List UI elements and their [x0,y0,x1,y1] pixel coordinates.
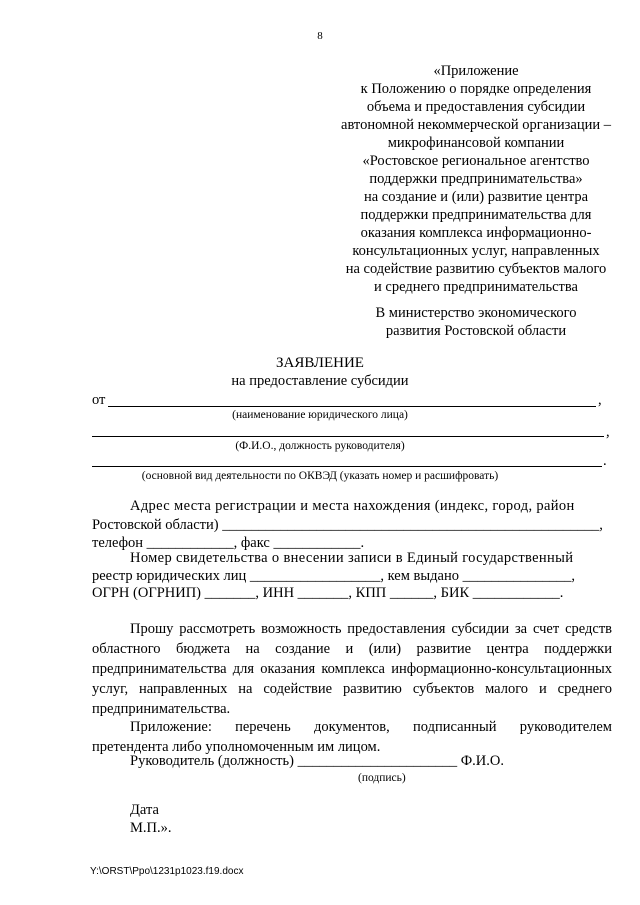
appendix-line: оказания комплекса информационно- [360,225,592,241]
request-paragraph: Прошу рассмотреть возможность предоставления субсидии за счет средств областного бюджета на создание и (или) развитие центра поддержки предпринимательства для оказания комплекса информационно-консультационных услуг, направленных на содействие развитию субъектов малого и среднего предпринимательства. [92,621,612,717]
appendix-line: к Положению о порядке определения [360,81,592,97]
appendix-line: автономной некоммерческой организации – [341,117,611,133]
head-name-field[interactable] [92,436,604,437]
appendix-line: объема и предоставления субсидии [366,99,586,115]
document-title: ЗАЯВЛЕНИЕ [276,355,364,371]
appendix-line: микрофинансовой компании [387,135,565,151]
period: . [603,453,607,469]
caption-organization: (наименование юридического лица) [232,409,408,421]
certificate-line: Номер свидетельства о внесении записи в Единый государственный [130,550,574,566]
caption-okved: (основной вид деятельности по ОКВЭД (указать номер и расшифровать) [141,470,499,482]
footer-file-path: Y:\ORST\Ppo\1231p1023.f19.docx [90,866,244,877]
stamp-label: М.П.». [130,820,172,836]
signature-caption: (подпись) [358,772,406,784]
appendix-header [326,62,626,296]
comma: , [598,392,602,408]
date-label: Дата [130,802,159,818]
appendix-line: на создание и (или) развитие центра [363,189,589,205]
registration-codes-line: ОГРН (ОГРНИП) _______, ИНН _______, КПП ______, БИК ____________. [92,585,564,601]
comma: , [606,424,610,440]
phone-fax-line: телефон ____________, факс ____________. [92,535,365,551]
ministry-recipient [326,304,626,340]
okved-field[interactable] [92,466,602,467]
appendix-line: и среднего предпринимательства [374,279,578,295]
appendix-line: поддержки предпринимательства для [360,207,592,223]
signature-line: Руководитель (должность) ______________________ Ф.И.О. [130,753,504,769]
attachment-paragraph: Приложение: перечень документов, подписанный руководителем претендента либо уполномоченным им лицом. [92,719,612,755]
ministry-line: В министерство экономического [375,305,577,321]
caption-head: (Ф.И.О., должность руководителя) [235,440,405,452]
address-line: Ростовской области) ____________________________________________________, [92,517,603,533]
appendix-line: консультационных услуг, направленных [352,243,600,259]
certificate-line: реестр юридических лиц __________________, кем выдано _______________, [92,568,575,584]
appendix-line: «Ростовское региональное агентство [362,153,590,169]
document-subtitle: на предоставление субсидии [231,373,409,389]
appendix-line: поддержки предпринимательства» [369,171,583,187]
address-line: Адрес места регистрации и места нахождения (индекс, город, район [130,498,575,514]
organization-name-field[interactable] [108,406,596,407]
ministry-line: развития Ростовской области [385,323,567,339]
appendix-line: на содействие развитию субъектов малого [345,261,607,277]
page-number: 8 [317,30,323,42]
from-label: от [92,392,106,408]
appendix-line: «Приложение [433,63,519,79]
